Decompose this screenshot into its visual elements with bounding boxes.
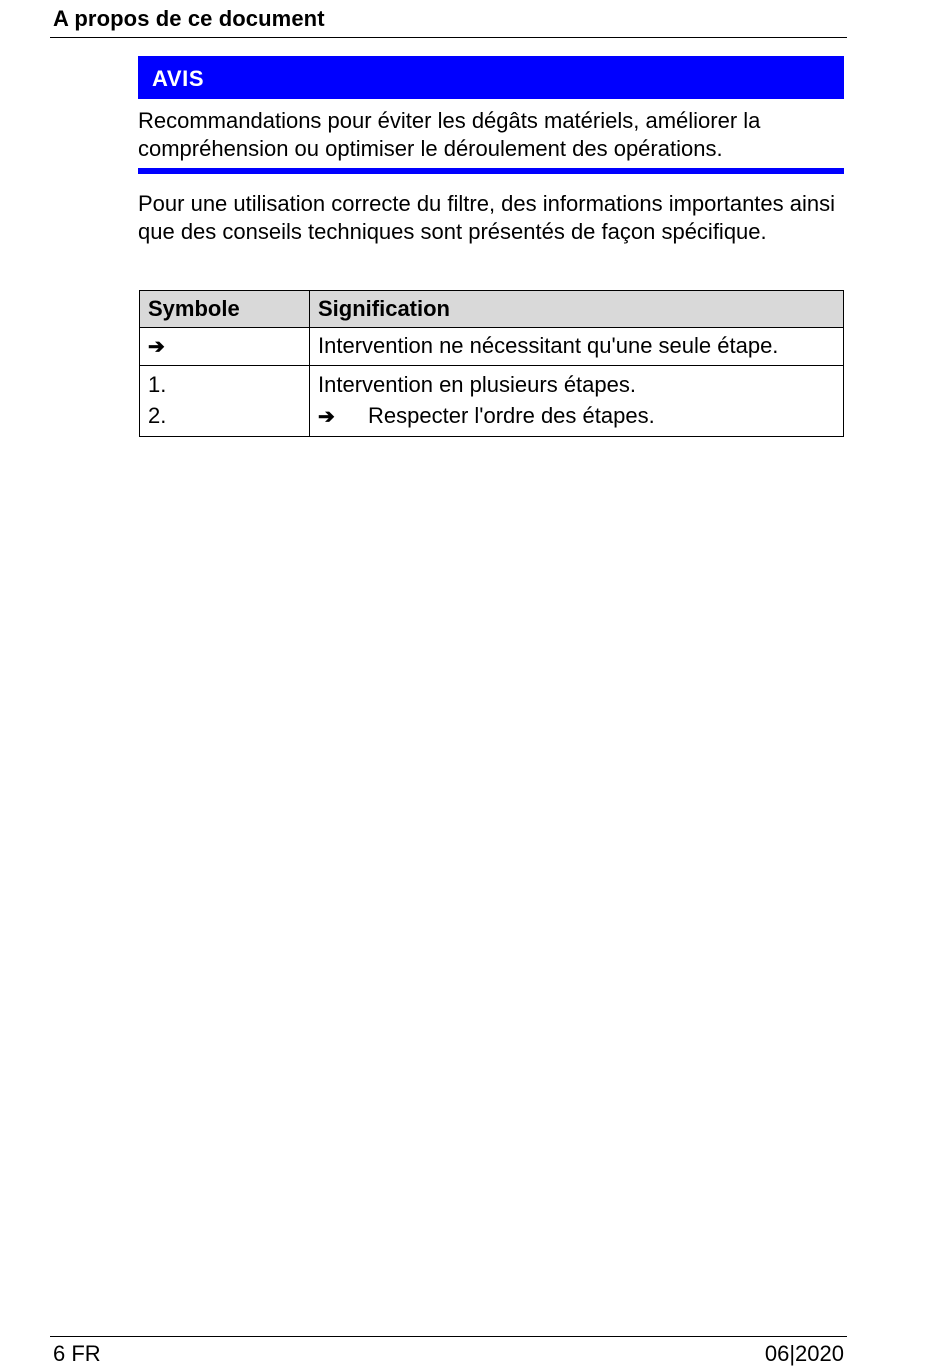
- meaning-cell: Intervention ne nécessitant qu'une seule étape.: [310, 328, 844, 366]
- table-row: [140, 366, 844, 437]
- meaning-cell: [310, 366, 844, 437]
- notice-box: [138, 56, 844, 174]
- sub-step-text: Respecter l'ordre des étapes.: [368, 403, 655, 428]
- page-header: [50, 0, 847, 38]
- meaning-text: Intervention en plusieurs étapes.: [318, 372, 636, 397]
- table-row: [140, 328, 844, 366]
- arrow-right-icon: ➔: [148, 336, 165, 358]
- notice-text: Recommandations pour éviter les dégâts matériels, améliorer la compréhension ou optimiser le déroulement des opérations.: [138, 107, 844, 174]
- intro-paragraph: Pour une utilisation correcte du filtre, des informations importantes ainsi que des conseils techniques sont présentés de façon spécifique.: [138, 191, 836, 244]
- sub-step: [318, 400, 835, 433]
- symbol-cell: [140, 366, 310, 437]
- arrow-right-icon: ➔: [318, 406, 335, 428]
- page-footer: [50, 1336, 847, 1371]
- header-symbol: Symbole: [140, 291, 310, 328]
- step-number: 1.: [148, 372, 167, 397]
- table-header-row: [140, 291, 844, 328]
- page-number: 6 FR: [53, 1341, 101, 1366]
- header-meaning: Signification: [310, 291, 844, 328]
- section-title: A propos de ce document: [53, 6, 325, 31]
- symbols-table: [139, 290, 844, 437]
- document-date: 06|2020: [764, 1341, 844, 1366]
- step-number: 2.: [148, 403, 167, 428]
- notice-label: AVIS: [138, 56, 844, 99]
- symbol-cell: [140, 328, 310, 366]
